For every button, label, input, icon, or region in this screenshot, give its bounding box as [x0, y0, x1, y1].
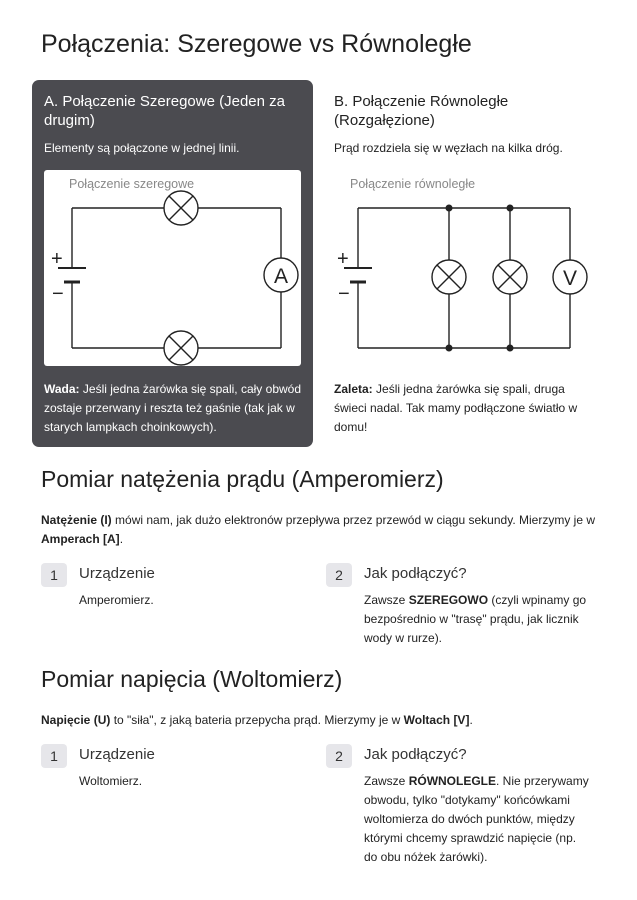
voltmeter-letter: V — [562, 267, 578, 290]
parallel-circuit-diagram — [334, 170, 591, 366]
current-section-heading: Pomiar natężenia prądu (Amperomierz) — [41, 466, 444, 492]
intro-bold: Amperach [A] — [41, 532, 120, 546]
intro-text: . — [119, 532, 124, 546]
step-body-text: (czyli wpinamy go bezpośrednio w "trasę" prądu, jak licznik wody w rurze). — [364, 593, 587, 645]
step-number-badge: 2 — [326, 744, 352, 768]
parallel-connection-card — [322, 80, 607, 447]
parallel-card-subtitle: Prąd rozdziela się w węzłach na kilka dróg. — [334, 141, 563, 155]
battery-minus-sign: − — [338, 283, 350, 305]
parallel-diagram-label: Połączenie równoległe — [350, 177, 476, 191]
battery-plus-sign: + — [337, 248, 349, 270]
current-section-intro — [41, 511, 601, 549]
step-number-badge: 1 — [41, 744, 67, 768]
ammeter-letter: A — [273, 265, 289, 288]
battery-minus-sign: − — [52, 283, 64, 305]
note-label: Wada: — [44, 382, 80, 396]
parallel-card-note — [334, 380, 592, 437]
intro-bold: Natężenie (I) — [41, 513, 112, 527]
note-label: Zaleta: — [334, 382, 373, 396]
battery-icon — [344, 268, 372, 282]
bulb-icon — [164, 331, 198, 365]
step-title: Jak podłączyć? — [364, 565, 467, 582]
step-body-text: . Nie przerywamy obwodu, tylko "dotykamy" końcówkami woltomierza do dwóch punktów, między którymi chcemy sprawdzić napięcie (np. do obu nóżek żarówki). — [364, 774, 589, 864]
intro-text: mówi nam, jak dużo elektronów przepływa przez przewód w ciągu sekundy. Mierzymy je w — [111, 513, 595, 527]
series-card-note — [44, 380, 302, 437]
intro-text: . — [469, 713, 473, 727]
step-body-text: Zawsze — [364, 774, 409, 788]
note-text: Jeśli jedna żarówka się spali, cały obwód zostaje przerwany i reszta też gaśnie (tak jak w starych lampkach choinkowych). — [44, 382, 302, 434]
step-number-badge: 2 — [326, 563, 352, 587]
voltage-section-intro — [41, 711, 601, 730]
series-circuit-diagram — [44, 170, 301, 366]
series-circuit-svg — [44, 170, 301, 366]
intro-bold: Woltach [V] — [403, 713, 470, 727]
series-connection-card — [32, 80, 313, 447]
intro-bold: Napięcie (U) — [41, 713, 111, 727]
voltmeter-icon — [553, 260, 587, 294]
parallel-circuit-svg — [334, 170, 597, 366]
step-title: Jak podłączyć? — [364, 746, 467, 763]
parallel-card-heading: B. Połączenie Równoległe (Rozgałęzione) — [334, 93, 509, 129]
bulb-icon — [432, 260, 466, 294]
bulb-icon — [164, 191, 198, 225]
battery-plus-sign: + — [51, 248, 63, 270]
voltage-section-heading: Pomiar napięcia (Woltomierz) — [41, 666, 343, 692]
step-number-badge: 1 — [41, 563, 67, 587]
step-body: Woltomierz. — [79, 774, 143, 788]
step-body — [364, 772, 592, 867]
step-title: Urządzenie — [79, 746, 155, 763]
intro-text: to "siła", z jaką bateria przepycha prąd. Mierzymy je w — [110, 713, 404, 727]
step-body: Amperomierz. — [79, 593, 154, 607]
bulb-icon — [493, 260, 527, 294]
step-title: Urządzenie — [79, 565, 155, 582]
step-body — [364, 591, 592, 648]
page-title: Połączenia: Szeregowe vs Równoległe — [41, 30, 472, 58]
note-text: Jeśli jedna żarówka się spali, druga świeci nadal. Tak mamy podłączone światło w domu! — [334, 382, 578, 434]
ammeter-icon — [264, 258, 298, 292]
step-body-bold: RÓWNOLEGLE — [408, 774, 497, 788]
series-diagram-label: Połączenie szeregowe — [69, 177, 195, 191]
series-card-subtitle: Elementy są połączone w jednej linii. — [44, 141, 240, 155]
step-body-text: Zawsze — [364, 593, 409, 607]
battery-icon — [58, 268, 86, 282]
series-card-heading: A. Połączenie Szeregowe (Jeden za drugim) — [44, 93, 285, 129]
step-body-bold: SZEREGOWO — [408, 593, 489, 607]
